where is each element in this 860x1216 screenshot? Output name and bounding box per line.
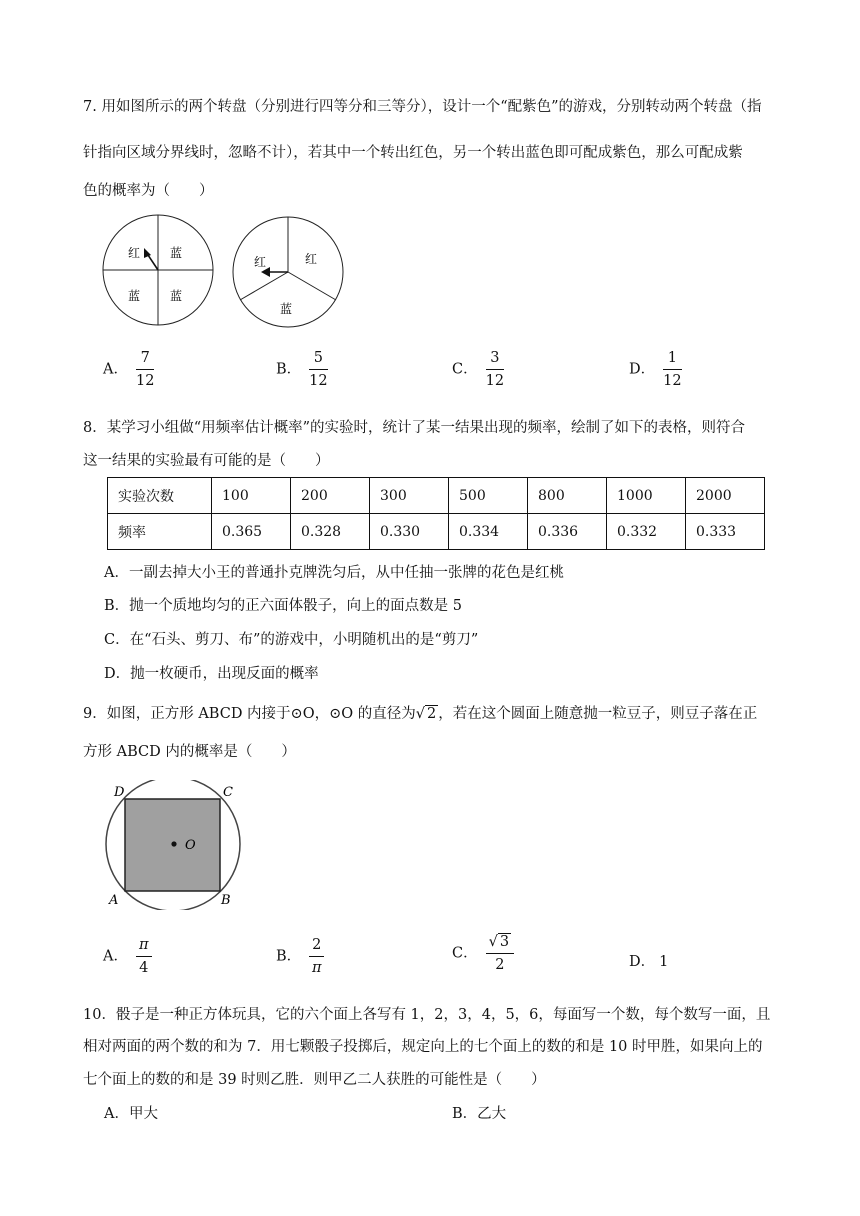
q9-text-line1: 9．如图，正方形 ABCD 内接于⊙O，⊙O 的直径为√ 2 ，若在这个圆面上随意抛一粒豆子，则豆子落在正 [83,706,758,722]
q8-option-c[interactable]: C．在“石头、剪刀、布”的游戏中，小明随机出的是“剪刀” [104,632,479,648]
spinner-three-sections [233,217,343,327]
q7-option-b[interactable]: B． $\frac{5}{12}$ [276,350,328,389]
table-cell: 1000 [607,478,686,514]
table-cell: 0.365 [212,514,291,550]
q8-text-line2: 这一结果的实验最有可能的是（ ） [83,453,330,469]
q10-option-a[interactable]: A．甲大 [104,1106,158,1122]
spinner1-section-1: 红 [128,246,141,260]
table-cell: 800 [528,478,607,514]
table-cell: 0.330 [370,514,449,550]
q9-option-d[interactable]: D． 1 [629,954,669,970]
table-cell: 2000 [686,478,765,514]
q10-text-line1: 10．骰子是一种正方体玩具，它的六个面上各写有 1，2，3，4，5，6，每面写一个数，每个数写一面，且 [83,1007,771,1023]
q10-option-b[interactable]: B．乙大 [452,1106,507,1122]
q10-text-line2: 相对两面的两个数的和为 7．用七颗骰子投掷后，规定向上的七个面上的数的和是 10 时甲胜，如果向上的 [83,1039,763,1055]
q10-text-line3: 七个面上的数的和是 39 时则乙胜．则甲乙二人获胜的可能性是（ ） [83,1072,546,1088]
label-a: A [109,893,119,908]
table-cell: 0.328 [291,514,370,550]
table-cell: 0.336 [528,514,607,550]
fraction: $\frac{3}{12}$ [485,350,505,389]
fraction: $\frac{2}{\pi}$ [309,938,324,975]
table-cell: 500 [449,478,528,514]
label-c: C [223,785,233,800]
spinner-four-sections [103,215,213,325]
table-row [108,514,765,550]
frequency-table [107,477,765,550]
sqrt-expression: √ 2 [415,706,437,722]
spinner2-section-3: 蓝 [280,302,293,316]
fraction: $\frac{5}{12}$ [309,350,328,389]
fraction: $\frac{\pi}{4}$ [136,938,152,975]
q7-text-line2: 针指向区域分界线时，忽略不计），若其中一个转出红色，另一个转出蓝色即可配成紫色，那么可配成紫 [83,145,743,161]
q8-option-d[interactable]: D．抛一枚硬币，出现反面的概率 [104,666,319,682]
table-cell: 200 [291,478,370,514]
table-cell: 实验次数 [108,478,212,514]
q9-text-line2: 方形 ABCD 内的概率是（ ） [83,744,296,760]
table-cell: 0.332 [607,514,686,550]
q9-option-c[interactable]: C． $\frac{√ 3}{2}$ [452,935,514,972]
label-d: D [114,785,125,800]
table-cell: 100 [212,478,291,514]
q8-option-b[interactable]: B．抛一个质地均匀的正六面体骰子，向上的面点数是 5 [104,598,462,614]
q7-option-c[interactable]: C． $\frac{3}{12}$ [452,350,505,389]
q7-option-a[interactable]: A． $\frac{7}{12}$ [103,350,155,389]
q8-option-a[interactable]: A．一副去掉大小王的普通扑克牌洗匀后，从中任抽一张牌的花色是红桃 [104,565,564,581]
fraction: $\frac{√ 3}{2}$ [486,935,514,972]
q7-text-line3: 色的概率为（ ） [83,183,214,199]
square-in-circle-figure [100,780,260,910]
q9-option-b[interactable]: B． $\frac{2}{\pi}$ [276,938,324,975]
center-point [171,841,176,846]
spinner2-section-2: 红 [305,252,318,266]
q7-text-line1: 7. 用如图所示的两个转盘（分别进行四等分和三等分），设计一个“配紫色”的游戏，分别转动两个转盘（指 [83,99,762,115]
table-cell: 0.333 [686,514,765,550]
q8-text-line1: 8．某学习小组做“用频率估计概率”的实验时，统计了某一结果出现的频率，绘制了如下的表格，则符合 [83,420,746,436]
spinner1-section-2: 蓝 [170,246,183,260]
q7-option-d[interactable]: D． $\frac{1}{12}$ [629,350,682,389]
label-o: O [185,838,196,853]
spinners-figure [98,210,358,335]
q9-option-a[interactable]: A． $\frac{\pi}{4}$ [103,938,152,975]
table-cell: 300 [370,478,449,514]
fraction: $\frac{1}{12}$ [663,350,682,389]
spinner1-section-3: 蓝 [128,289,141,303]
table-cell: 频率 [108,514,212,550]
fraction: $\frac{7}{12}$ [135,350,155,389]
table-row [108,478,765,514]
label-b: B [221,893,231,908]
table-cell: 0.334 [449,514,528,550]
spinner1-section-4: 蓝 [170,289,183,303]
spinner2-section-1: 红 [254,255,267,269]
